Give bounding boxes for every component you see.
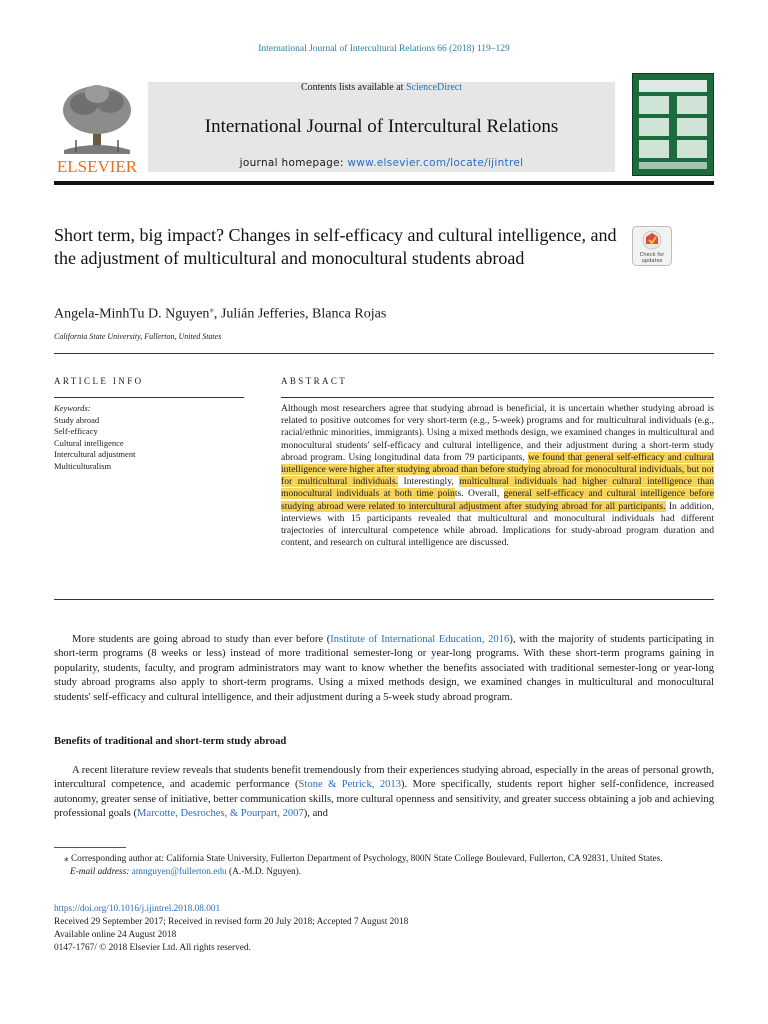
corresponding-author-mark[interactable]: ⁎ bbox=[209, 304, 214, 314]
abstract-segment: In addition, interviews with 15 participants revealed that multicultural and monocultural individuals had different trajectories of intercultural competence while abroad. Implications for study-abroad program duration and content, and research on cultural intelligence are discussed. bbox=[281, 500, 714, 549]
received-dates: Received 29 September 2017; Received in revised form 20 July 2018; Accepted 7 August 2018 bbox=[54, 917, 409, 927]
article-title: Short term, big impact? Changes in self-efficacy and cultural intelligence, and the adjustment of multicultural and monocultural students abroad bbox=[54, 225, 617, 268]
abstract-highlight: we found that general self-efficacy and cultural intelligence were higher after studying abroad than before studying abroad for monocultural individuals, but not for multicultural individuals. bbox=[281, 451, 714, 488]
section-heading: Benefits of traditional and short-term study abroad bbox=[54, 736, 287, 747]
sciencedirect-link[interactable]: ScienceDirect bbox=[405, 82, 463, 93]
keyword-item: Multiculturalism bbox=[54, 460, 112, 471]
email-label: E-mail address: bbox=[70, 867, 132, 877]
abstract-text bbox=[281, 403, 714, 549]
journal-title: International Journal of Intercultural Relations bbox=[204, 116, 559, 137]
journal-cover-icon bbox=[633, 74, 713, 175]
citation-link[interactable]: Institute of International Education, 2016 bbox=[330, 634, 510, 645]
journal-cover-thumbnail[interactable] bbox=[632, 73, 714, 176]
divider bbox=[54, 397, 244, 398]
homepage-prefix: journal homepage: bbox=[239, 157, 348, 169]
divider bbox=[54, 353, 714, 354]
elsevier-logo[interactable] bbox=[54, 80, 140, 175]
abstract-highlight: multicultural individuals had higher cultural intelligence than monocultural individuals at both time poin bbox=[281, 476, 715, 500]
doi-link[interactable]: https://doi.org/10.1016/j.ijintrel.2018.08.001 bbox=[54, 904, 221, 914]
corresponding-author-footnote: ⁎ Corresponding author at: California State University, Fullerton Department of Psychology, 800N State College Boulevard, Fullerton, CA 92831, United States. E-mail address: amnguyen@fullerton.edu (A.-M.D. Nguyen). bbox=[64, 854, 663, 877]
citation-link[interactable]: Stone & Petrick, 2013 bbox=[298, 779, 402, 791]
crossmark-icon bbox=[632, 226, 672, 266]
abstract-segment: Although most researchers agree that studying abroad is beneficial, it is uncertain whether studying abroad is related to positive outcomes for very short-term (e.g., 5-week) programs and for multicultural individuals (e.g., racial/ethnic minorities, immigrants). Using a mixed methods design, we examined changes in multicultural and monocultural students' self-efficacy and cultural intelligence, and their adjustment during a short-term study abroad program. Using longitudinal data from 79 participants, bbox=[281, 403, 714, 463]
svg-text:updates: updates bbox=[641, 258, 663, 264]
check-for-updates-badge[interactable] bbox=[632, 226, 672, 266]
masthead-rule bbox=[54, 181, 714, 185]
divider bbox=[54, 599, 714, 600]
section-paragraph: A recent literature review reveals that students benefit tremendously from their experiences studying abroad, especially in the areas of personal growth, intercultural competence, and academic performance (Stone & Petrick, 2013). More specifically, students report higher self-confidence, increased autonomy, greater sense of initiative, better communication skills, more cultural openness and sensitivity, and greater success obtaining a job and achieving professional goals (Marcotte, Desroches, & Pourpart, 2007), and bbox=[54, 765, 714, 820]
abstract-segment: ts. Overall, bbox=[454, 488, 504, 500]
author-list bbox=[54, 304, 386, 323]
article-info-heading: ARTICLE INFO bbox=[54, 376, 144, 386]
abstract-segment: Interestingly, bbox=[397, 476, 460, 488]
journal-homepage bbox=[148, 157, 615, 169]
front-matter bbox=[54, 903, 714, 955]
homepage-link[interactable]: www.elsevier.com/locate/ijintrel bbox=[347, 157, 524, 169]
footnote-rule bbox=[54, 847, 126, 848]
copyright: 0147-1767/ © 2018 Elsevier Ltd. All rights reserved. bbox=[54, 943, 251, 953]
affiliation: California State University, Fullerton, United States bbox=[54, 332, 222, 341]
abstract-heading: ABSTRACT bbox=[281, 376, 348, 386]
elsevier-wordmark: ELSEVIER bbox=[56, 157, 138, 175]
elsevier-tree-icon bbox=[54, 80, 140, 175]
co-authors: , Julián Jefferies, Blanca Rojas bbox=[213, 306, 387, 322]
keywords-label: Keywords: bbox=[54, 403, 91, 413]
intro-paragraph: More students are going abroad to study than ever before (Institute of International Education, 2016), with the majority of students participating in short-term programs (8 weeks or less) instead of more traditional semester-long or year-long programs. With these short-term programs gaining in popularity, students, faculty, and program administrators may want to know whether the benefits associated with traditional semester-long or year-long study abroad programs also apply to short-term programs. Using a mixed methods design, we examined changes in multicultural and monocultural students' self-efficacy and cultural intelligence, and their adjustment during a 5-week study abroad program. bbox=[54, 634, 715, 703]
svg-text:Check for: Check for bbox=[639, 252, 665, 258]
abstract-highlight: general self-efficacy and cultural intelligence before studying abroad were related to intercultural adjustment after studying abroad for all participants. bbox=[281, 488, 714, 512]
available-online: Available online 24 August 2018 bbox=[54, 930, 177, 940]
keyword-item: Cultural intelligence bbox=[54, 437, 124, 448]
citation-link[interactable]: Marcotte, Desroches, & Pourpart, 2007 bbox=[136, 808, 304, 820]
email-link[interactable]: amnguyen@fullerton.edu bbox=[131, 867, 227, 877]
contents-availability bbox=[148, 82, 615, 93]
contents-prefix: Contents lists available at bbox=[300, 82, 406, 93]
keyword-item: Intercultural adjustment bbox=[54, 449, 136, 460]
journal-citation[interactable]: International Journal of Intercultural Relations 66 (2018) 119–129 bbox=[258, 44, 510, 54]
divider bbox=[281, 397, 714, 398]
lead-author[interactable]: Angela-MinhTu D. Nguyen bbox=[54, 306, 210, 322]
keyword-item: Study abroad bbox=[54, 414, 100, 425]
footnote-mark: ⁎ bbox=[64, 854, 69, 864]
keywords-list bbox=[54, 403, 244, 473]
keyword-item: Self-efficacy bbox=[54, 426, 98, 437]
